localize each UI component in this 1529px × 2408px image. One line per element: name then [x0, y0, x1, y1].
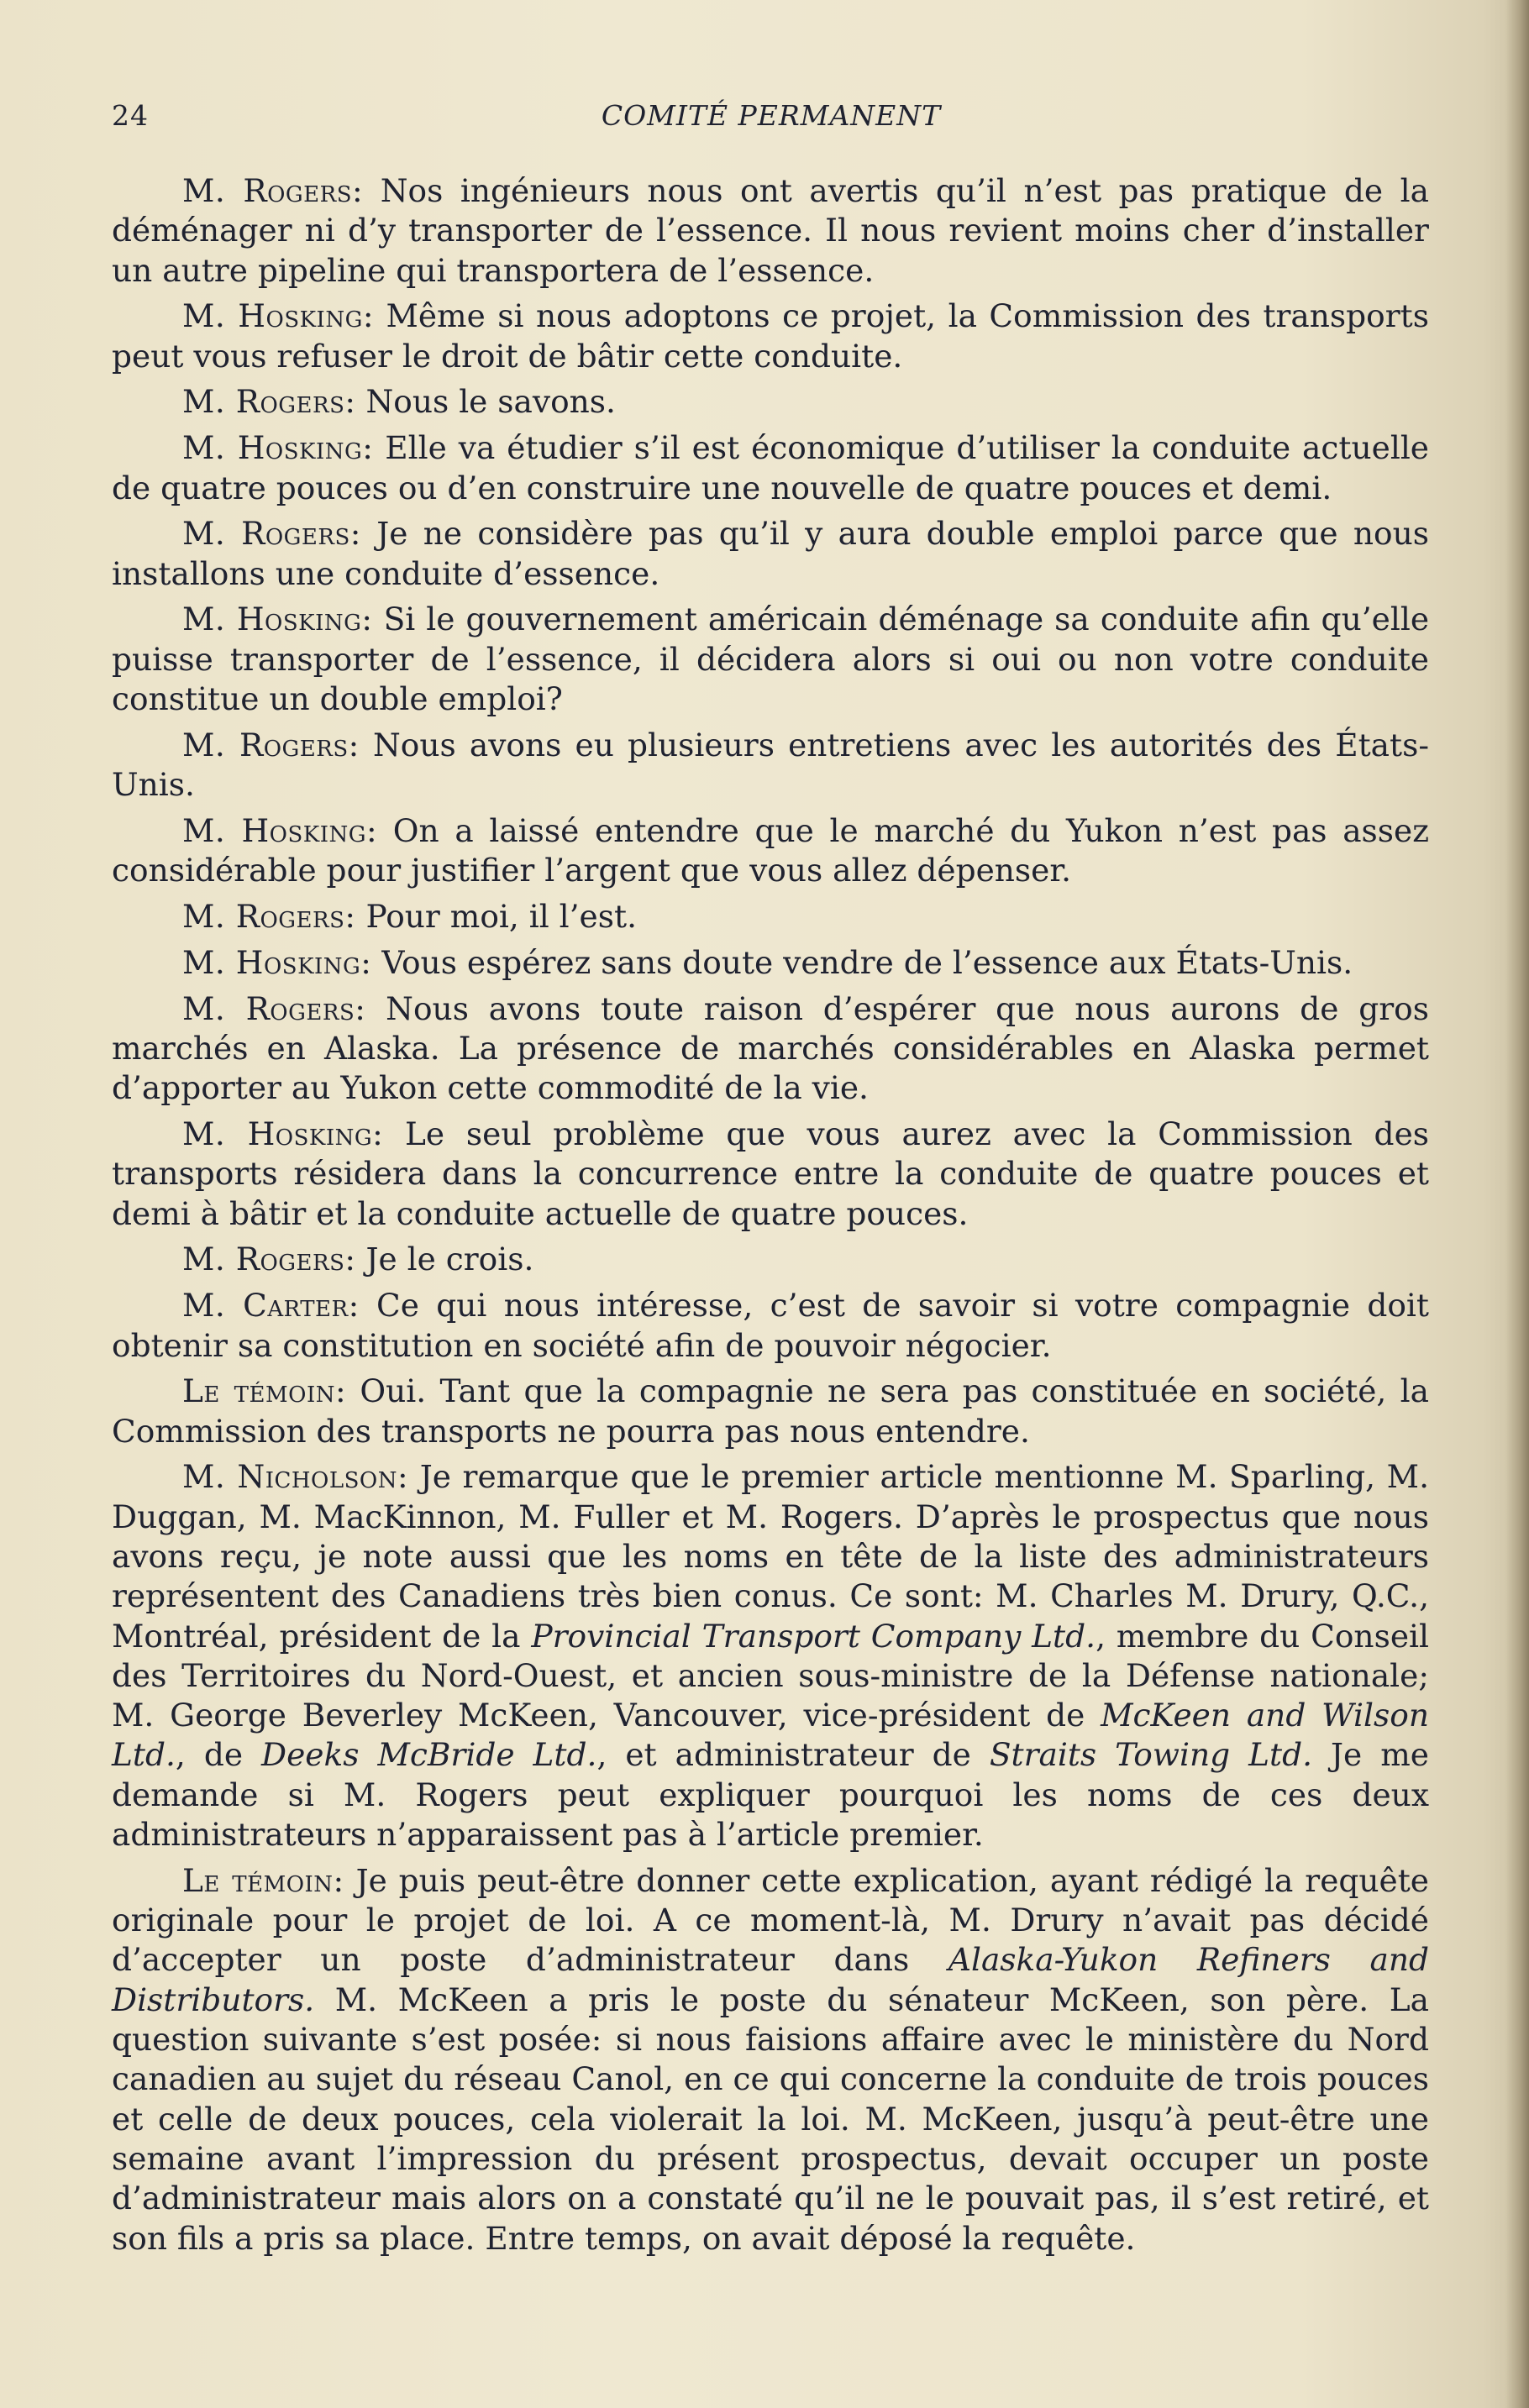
transcript-paragraph	[112, 600, 1429, 719]
paragraph-text: M. McKeen a pris le poste du sénateur McKeen, son père. La question suivante s’est posée: si nous faisions affaire avec le ministère du Nord canadien au sujet du réseau Canol, en ce qui concerne la conduite de trois pouces et celle de deux pouces, cela violerait la loi. M. McKeen, jusqu’à peut-être une semaine avant l’impression du présent prospectus, devait occuper un poste d’administrateur mais alors on a constaté qu’il ne le pouvait pas, il s’est retiré, et son fils a pris sa place. Entre temps, on avait déposé la requête.	[112, 1980, 1429, 2257]
running-title: COMITÉ PERMANENT	[601, 99, 942, 132]
paragraph-text: Je remarque que le premier article mentionne M. Sparling, M. Duggan, M. MacKinnon, M. Fuller et M. Rogers. D’après le prospectus que nous avons reçu, je note aussi que les noms en tête de la liste des administrateurs représentent des Canadiens très bien conus. Ce sont: M. Charles M. Drury, Q.C., Montréal, président de la	[112, 1458, 1429, 1655]
transcript-paragraph	[112, 1115, 1429, 1234]
paragraph-text: Nos ingénieurs nous ont avertis qu’il n’est pas pratique de la déménager ni d’y transporter de l’essence. Il nous revient moins cher d’installer un autre pipeline qui transportera de l’essence.	[112, 172, 1429, 289]
speaker-label: Le témoin:	[182, 1861, 344, 1899]
transcript-paragraph	[112, 897, 1429, 936]
speaker-label: M. Hosking:	[182, 943, 372, 981]
speaker-label: M. Nicholson:	[182, 1458, 409, 1496]
paragraph-text: Nous avons toute raison d’espérer que nous aurons de gros marchés en Alaska. La présence de marchés considérables en Alaska permet d’apporter au Yukon cette commodité de la vie.	[112, 989, 1430, 1107]
speaker-label: Le témoin:	[182, 1372, 347, 1410]
paragraph-text: Je puis peut-être donner cette explication, ayant rédigé la requête originale pour le projet de loi. A ce moment-là, M. Drury n’avait pas décidé d’accepter un poste d’administrateur dans	[112, 1861, 1430, 1979]
speaker-label: M. Hosking:	[182, 601, 373, 638]
paragraph-text: Je me demande si M. Rogers peut expliquer pourquoi les noms de ces deux administrateurs n’apparaissent pas à l’article premier.	[112, 1736, 1429, 1854]
paragraph-text: Nous avons eu plusieurs entretiens avec les autorités des États-Unis.	[112, 726, 1429, 804]
paragraph-text: Même si nous adoptons ce projet, la Commission des transports peut vous refuser le droit de bâtir cette conduite.	[112, 297, 1429, 375]
paragraph-text: Oui. Tant que la compagnie ne sera pas constituée en société, la Commission des transports ne pourra pas nous entendre.	[112, 1372, 1429, 1450]
speaker-label: M. Rogers:	[182, 989, 366, 1027]
page-header	[112, 99, 1431, 141]
page-number: 24	[112, 99, 149, 132]
transcript-paragraph	[112, 811, 1429, 891]
paragraph-text: On a laissé entendre que le marché du Yukon n’est pas assez considérable pour justifier l’argent que vous allez dépenser.	[112, 811, 1429, 889]
italic-company-name: McKeen and Wilson Ltd.	[112, 1697, 1429, 1774]
transcript-paragraph	[112, 726, 1429, 805]
italic-company-name: Straits Towing Ltd.	[989, 1736, 1313, 1774]
paragraph-text: Elle va étudier s’il est économique d’utiliser la conduite actuelle de quatre pouces ou d’en construire une nouvelle de quatre pouces et demi.	[112, 429, 1430, 506]
italic-company-name: Deeks McBride Ltd.	[261, 1736, 597, 1774]
paragraph-text: Pour moi, il l’est.	[355, 898, 637, 936]
transcript-paragraph	[112, 382, 1429, 422]
transcript-paragraph	[112, 1457, 1429, 1855]
transcript-paragraph	[112, 296, 1429, 376]
paragraph-text: Nous le savons.	[355, 383, 616, 421]
paragraph-text: Je le crois.	[355, 1241, 534, 1278]
speaker-label: M. Hosking:	[182, 811, 378, 849]
transcript-body	[112, 171, 1429, 2264]
paragraph-text: , membre du Conseil des Territoires du Nord-Ouest, et ancien sous-ministre de la Défense nationale; M. George Beverley McKeen, Vancouver, vice-président de	[112, 1617, 1430, 1734]
paragraph-text: Vous espérez sans doute vendre de l’essence aux États-Unis.	[371, 943, 1353, 981]
paragraph-text: Le seul problème que vous aurez avec la Commission des transports résidera dans la concurrence entre la conduite de quatre pouces et demi à bâtir et la conduite actuelle de quatre pouces.	[112, 1115, 1430, 1232]
paragraph-text: , de	[175, 1736, 262, 1774]
speaker-label: M. Rogers:	[182, 1241, 356, 1278]
paragraph-text: Ce qui nous intéresse, c’est de savoir si votre compagnie doit obtenir sa constitution en société afin de pouvoir négocier.	[112, 1287, 1429, 1364]
transcript-paragraph	[112, 1240, 1429, 1279]
transcript-paragraph	[112, 428, 1429, 508]
italic-company-name: Provincial Transport Company Ltd.	[531, 1617, 1096, 1655]
transcript-paragraph	[112, 171, 1429, 291]
paragraph-text: , et administrateur de	[596, 1736, 990, 1774]
speaker-label: M. Rogers:	[182, 898, 356, 936]
speaker-label: M. Carter:	[182, 1287, 360, 1325]
paragraph-text: Je ne considère pas qu’il y aura double emploi parce que nous installons une conduite d’essence.	[112, 515, 1429, 592]
paragraph-text: Si le gouvernement américain déménage sa conduite afin qu’elle puisse transporter de l’essence, il décidera alors si oui ou non votre conduite constitue un double emploi?	[112, 601, 1430, 718]
transcript-paragraph	[112, 514, 1429, 594]
speaker-label: M. Hosking:	[182, 297, 374, 335]
speaker-label: M. Hosking:	[182, 429, 374, 467]
speaker-label: M. Rogers:	[182, 726, 360, 763]
transcript-paragraph	[112, 943, 1429, 983]
transcript-paragraph	[112, 1861, 1429, 2258]
italic-company-name: Alaska-Yukon Refiners and Distributors.	[112, 1941, 1429, 2018]
transcript-paragraph	[112, 1372, 1429, 1451]
speaker-label: M. Rogers:	[182, 383, 356, 421]
page-edge-shadow	[1505, 0, 1529, 2408]
transcript-paragraph	[112, 1286, 1429, 1366]
transcript-paragraph	[112, 989, 1429, 1109]
speaker-label: M. Rogers:	[182, 172, 364, 209]
speaker-label: M. Rogers:	[182, 515, 361, 553]
speaker-label: M. Hosking:	[182, 1115, 384, 1153]
